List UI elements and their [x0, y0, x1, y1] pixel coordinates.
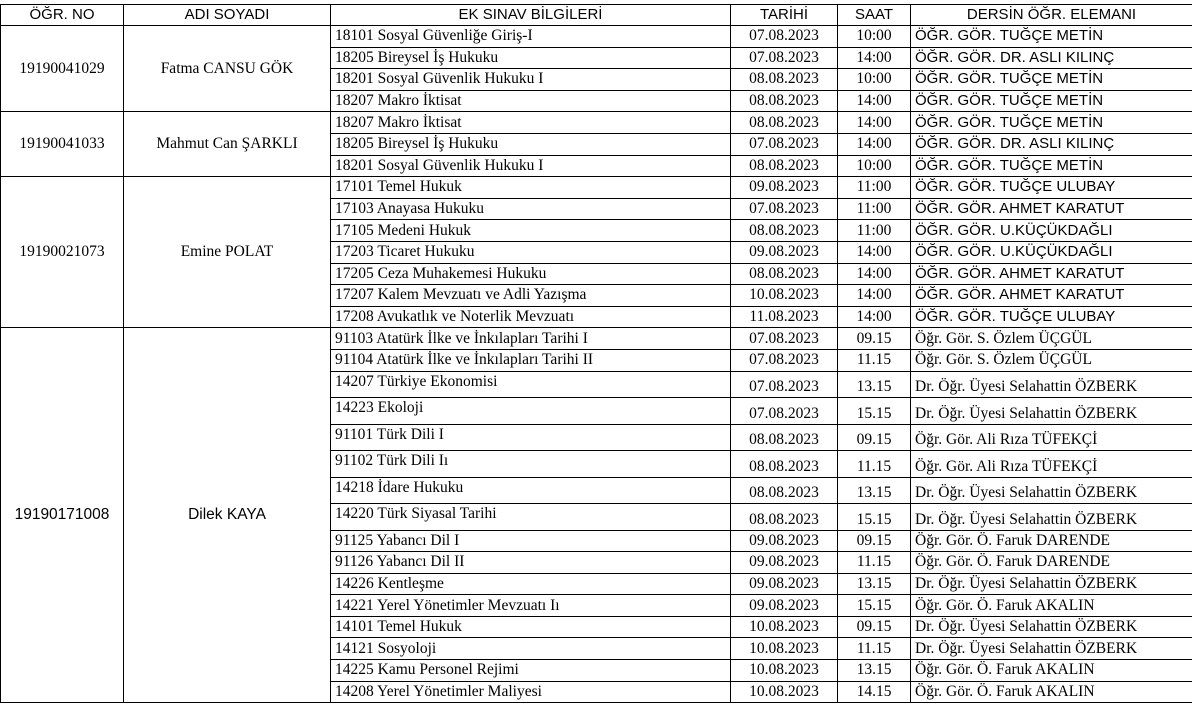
instructor-name: ÖĞR. GÖR. TUĞÇE METİN	[911, 90, 1192, 112]
exam-time: 13.15	[838, 573, 911, 595]
exam-date: 10.08.2023	[731, 660, 838, 682]
exam-date: 08.08.2023	[731, 477, 838, 504]
exam-date: 08.08.2023	[731, 263, 838, 285]
instructor-name: Dr. Öğr. Üyesi Selahattin ÖZBERK	[911, 398, 1192, 425]
course-name: 17203 Ticaret Hukuku	[331, 241, 731, 263]
exam-date: 07.08.2023	[731, 398, 838, 425]
exam-time: 14:00	[838, 112, 911, 134]
exam-time: 13.15	[838, 477, 911, 504]
exam-date: 07.08.2023	[731, 26, 838, 48]
course-name: 18101 Sosyal Güvenliğe Giriş-I	[331, 26, 731, 48]
exam-time: 14:00	[838, 133, 911, 155]
instructor-name: ÖĞR. GÖR. U.KÜÇÜKDAĞLI	[911, 220, 1192, 242]
exam-date: 09.08.2023	[731, 177, 838, 199]
exam-date: 09.08.2023	[731, 573, 838, 595]
course-name: 17207 Kalem Mevzuatı ve Adli Yazışma	[331, 285, 731, 307]
exam-time: 15.15	[838, 504, 911, 531]
exam-time: 14:00	[838, 263, 911, 285]
exam-time: 11.15	[838, 638, 911, 660]
exam-time: 14:00	[838, 90, 911, 112]
exam-time: 11.15	[838, 552, 911, 574]
course-name: 91126 Yabancı Dil II	[331, 552, 731, 574]
exam-date: 07.08.2023	[731, 47, 838, 69]
exam-time: 13.15	[838, 660, 911, 682]
header-date: TARİHİ	[731, 5, 838, 26]
instructor-name: ÖĞR. GÖR. AHMET KARATUT	[911, 285, 1192, 307]
table-row	[1, 26, 1192, 48]
exam-date: 08.08.2023	[731, 504, 838, 531]
exam-schedule-table	[0, 4, 1192, 703]
instructor-name: Öğr. Gör. Ö. Faruk AKALIN	[911, 660, 1192, 682]
course-name: 91104 Atatürk İlke ve İnkılapları Tarihi II	[331, 349, 731, 371]
exam-time: 11.15	[838, 349, 911, 371]
exam-date: 08.08.2023	[731, 90, 838, 112]
instructor-name: Öğr. Gör. Ali Rıza TÜFEKÇİ	[911, 424, 1192, 451]
table-row	[1, 177, 1192, 199]
course-name: 17101 Temel Hukuk	[331, 177, 731, 199]
exam-time: 10:00	[838, 155, 911, 177]
exam-date: 11.08.2023	[731, 306, 838, 328]
exam-date: 08.08.2023	[731, 451, 838, 478]
exam-time: 09.15	[838, 616, 911, 638]
instructor-name: ÖĞR. GÖR. TUĞÇE METİN	[911, 112, 1192, 134]
instructor-name: ÖĞR. GÖR. TUĞÇE ULUBAY	[911, 177, 1192, 199]
instructor-name: Dr. Öğr. Üyesi Selahattin ÖZBERK	[911, 573, 1192, 595]
header-exam-info: EK SINAV BİLGİLERİ	[331, 5, 731, 26]
exam-date: 07.08.2023	[731, 349, 838, 371]
student-name: Mahmut Can ŞARKLI	[124, 112, 331, 177]
exam-date: 07.08.2023	[731, 198, 838, 220]
instructor-name: Öğr. Gör. Ö. Faruk DARENDE	[911, 530, 1192, 552]
course-name: 17205 Ceza Muhakemesi Hukuku	[331, 263, 731, 285]
course-name: 14218 İdare Hukuku	[331, 477, 731, 504]
exam-time: 11:00	[838, 220, 911, 242]
course-name: 14226 Kentleşme	[331, 573, 731, 595]
instructor-name: Dr. Öğr. Üyesi Selahattin ÖZBERK	[911, 504, 1192, 531]
instructor-name: Öğr. Gör. Ö. Faruk AKALIN	[911, 595, 1192, 617]
course-name: 17208 Avukatlık ve Noterlik Mevzuatı	[331, 306, 731, 328]
student-number: 19190171008	[1, 328, 124, 703]
exam-time: 10:00	[838, 69, 911, 91]
header-student-no: ÖĞR. NO	[1, 5, 124, 26]
instructor-name: Öğr. Gör. Ö. Faruk DARENDE	[911, 552, 1192, 574]
instructor-name: ÖĞR. GÖR. U.KÜÇÜKDAĞLI	[911, 241, 1192, 263]
exam-date: 10.08.2023	[731, 681, 838, 703]
exam-date: 08.08.2023	[731, 424, 838, 451]
exam-time: 11.15	[838, 451, 911, 478]
course-name: 18205 Bireysel İş Hukuku	[331, 133, 731, 155]
course-name: 14220 Türk Siyasal Tarihi	[331, 504, 731, 531]
instructor-name: ÖĞR. GÖR. DR. ASLI KILINÇ	[911, 47, 1192, 69]
instructor-name: ÖĞR. GÖR. AHMET KARATUT	[911, 263, 1192, 285]
exam-time: 15.15	[838, 398, 911, 425]
instructor-name: Öğr. Gör. Ö. Faruk AKALIN	[911, 681, 1192, 703]
course-name: 14121 Sosyoloji	[331, 638, 731, 660]
course-name: 17103 Anayasa Hukuku	[331, 198, 731, 220]
course-name: 17105 Medeni Hukuk	[331, 220, 731, 242]
instructor-name: Dr. Öğr. Üyesi Selahattin ÖZBERK	[911, 638, 1192, 660]
exam-date: 09.08.2023	[731, 552, 838, 574]
exam-date: 10.08.2023	[731, 285, 838, 307]
exam-time: 14.15	[838, 681, 911, 703]
exam-date: 07.08.2023	[731, 371, 838, 398]
student-number: 19190021073	[1, 177, 124, 328]
instructor-name: Öğr. Gör. Ali Rıza TÜFEKÇİ	[911, 451, 1192, 478]
exam-time: 11:00	[838, 177, 911, 199]
course-name: 91102 Türk Dili Iı	[331, 451, 731, 478]
student-number: 19190041029	[1, 26, 124, 112]
course-name: 14101 Temel Hukuk	[331, 616, 731, 638]
course-name: 14225 Kamu Personel Rejimi	[331, 660, 731, 682]
course-name: 18201 Sosyal Güvenlik Hukuku I	[331, 155, 731, 177]
exam-date: 10.08.2023	[731, 638, 838, 660]
course-name: 18207 Makro İktisat	[331, 112, 731, 134]
student-number: 19190041033	[1, 112, 124, 177]
exam-time: 11:00	[838, 198, 911, 220]
exam-time: 13.15	[838, 371, 911, 398]
course-name: 14221 Yerel Yönetimler Mevzuatı Iı	[331, 595, 731, 617]
exam-time: 09.15	[838, 424, 911, 451]
instructor-name: Öğr. Gör. S. Özlem ÜÇGÜL	[911, 349, 1192, 371]
exam-time: 14:00	[838, 285, 911, 307]
header-time: SAAT	[838, 5, 911, 26]
table-row	[1, 112, 1192, 134]
exam-date: 08.08.2023	[731, 220, 838, 242]
course-name: 91125 Yabancı Dil I	[331, 530, 731, 552]
exam-date: 08.08.2023	[731, 69, 838, 91]
table-row	[1, 328, 1192, 350]
exam-date: 09.08.2023	[731, 595, 838, 617]
course-name: 14207 Türkiye Ekonomisi	[331, 371, 731, 398]
instructor-name: Dr. Öğr. Üyesi Selahattin ÖZBERK	[911, 371, 1192, 398]
exam-date: 07.08.2023	[731, 133, 838, 155]
instructor-name: ÖĞR. GÖR. TUĞÇE METİN	[911, 155, 1192, 177]
exam-date: 07.08.2023	[731, 328, 838, 350]
course-name: 91101 Türk Dili I	[331, 424, 731, 451]
course-name: 18207 Makro İktisat	[331, 90, 731, 112]
exam-time: 09.15	[838, 530, 911, 552]
header-name: ADI SOYADI	[124, 5, 331, 26]
exam-date: 08.08.2023	[731, 112, 838, 134]
course-name: 18201 Sosyal Güvenlik Hukuku I	[331, 69, 731, 91]
exam-date: 08.08.2023	[731, 155, 838, 177]
exam-time: 09.15	[838, 328, 911, 350]
exam-time: 14:00	[838, 241, 911, 263]
exam-date: 09.08.2023	[731, 241, 838, 263]
course-name: 18205 Bireysel İş Hukuku	[331, 47, 731, 69]
instructor-name: ÖĞR. GÖR. TUĞÇE METİN	[911, 69, 1192, 91]
student-name: Dilek KAYA	[124, 328, 331, 703]
student-name: Emine POLAT	[124, 177, 331, 328]
course-name: 91103 Atatürk İlke ve İnkılapları Tarihi I	[331, 328, 731, 350]
header-instructor: DERSİN ÖĞR. ELEMANI	[911, 5, 1192, 26]
exam-date: 09.08.2023	[731, 530, 838, 552]
course-name: 14223 Ekoloji	[331, 398, 731, 425]
exam-time: 14:00	[838, 47, 911, 69]
instructor-name: ÖĞR. GÖR. DR. ASLI KILINÇ	[911, 133, 1192, 155]
header-row	[1, 5, 1192, 26]
instructor-name: Dr. Öğr. Üyesi Selahattin ÖZBERK	[911, 616, 1192, 638]
exam-table-body	[1, 26, 1192, 703]
instructor-name: Öğr. Gör. S. Özlem ÜÇGÜL	[911, 328, 1192, 350]
instructor-name: ÖĞR. GÖR. AHMET KARATUT	[911, 198, 1192, 220]
exam-time: 10:00	[838, 26, 911, 48]
student-name: Fatma CANSU GÖK	[124, 26, 331, 112]
exam-time: 14:00	[838, 306, 911, 328]
instructor-name: ÖĞR. GÖR. TUĞÇE METİN	[911, 26, 1192, 48]
exam-time: 15.15	[838, 595, 911, 617]
exam-date: 10.08.2023	[731, 616, 838, 638]
instructor-name: ÖĞR. GÖR. TUĞÇE ULUBAY	[911, 306, 1192, 328]
course-name: 14208 Yerel Yönetimler Maliyesi	[331, 681, 731, 703]
instructor-name: Dr. Öğr. Üyesi Selahattin ÖZBERK	[911, 477, 1192, 504]
